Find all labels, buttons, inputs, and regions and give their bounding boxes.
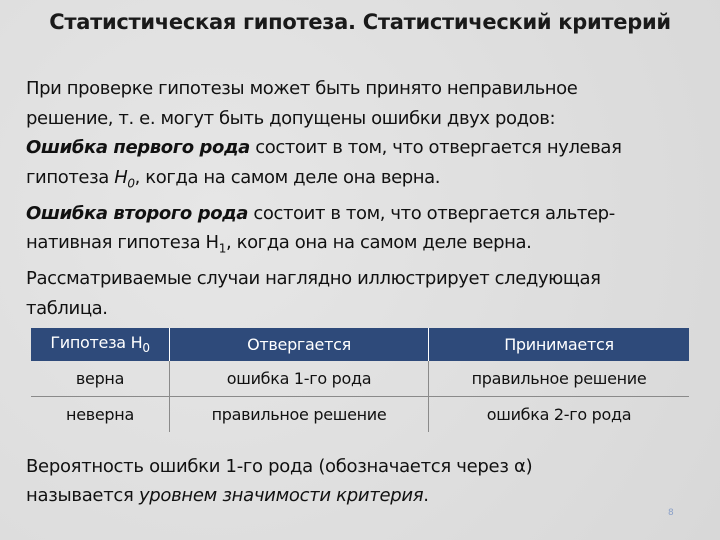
hypothesis-error-table xyxy=(31,328,689,432)
table-header-row xyxy=(31,328,689,361)
error1-line2-post: , когда на самом деле она верна. xyxy=(134,166,441,188)
row-label-false: неверна xyxy=(31,397,170,433)
intro-line-1: При проверке гипотезы может быть принято неправильное xyxy=(26,78,578,99)
error2-line-1 xyxy=(26,199,716,229)
error1-term: Ошибка первого рода xyxy=(26,137,250,158)
error1-text: состоит в том, что отвергается нулевая xyxy=(249,137,622,158)
error2-text: состоит в том, что отвергается альтер- xyxy=(248,202,615,224)
body-text xyxy=(26,74,716,323)
significance-line1-post: ) xyxy=(525,456,533,477)
closing-line-2: таблица. xyxy=(26,297,108,319)
error1-line2-pre: гипотеза xyxy=(26,166,115,188)
cell-true-accepted: правильное решение xyxy=(429,361,690,397)
h1-subscript: 1 xyxy=(218,241,226,256)
error2-line2-pre: нативная гипотеза H xyxy=(26,232,219,254)
closing-line-1: Рассматриваемые случаи наглядно иллюстрирует следующая xyxy=(26,268,601,290)
cell-false-accepted: ошибка 2-го рода xyxy=(486,405,632,424)
error1-line-2 xyxy=(26,163,716,199)
header-hypothesis-text: Гипотеза H xyxy=(50,333,143,353)
significance-line-2 xyxy=(26,481,716,510)
header-rejected: Отвергается xyxy=(170,328,429,361)
cell-true-rejected: ошибка 1-го рода xyxy=(170,361,429,397)
error2-line-2 xyxy=(26,228,716,264)
error2-term: Ошибка второго рода xyxy=(26,202,249,224)
alpha-symbol: α xyxy=(514,456,526,477)
h0-symbol: H xyxy=(114,166,128,188)
slide-title: Статистическая гипотеза. Статистический критерий xyxy=(49,10,671,34)
cell-false-rejected: правильное решение xyxy=(170,397,429,433)
significance-text xyxy=(26,452,716,510)
table-row xyxy=(31,361,689,397)
significance-line2-pre: называется xyxy=(26,485,139,506)
significance-line2-post: . xyxy=(423,485,429,506)
header-hypothesis xyxy=(31,328,170,361)
intro-line-2: решение, т. е. могут быть допущены ошибки двух родов: xyxy=(26,107,556,129)
error2-line2-post: , когда она на самом деле верна. xyxy=(225,232,532,254)
significance-term: уровнем значимости критерия xyxy=(138,485,424,506)
table-row xyxy=(31,397,689,433)
error1-line-1 xyxy=(26,133,716,163)
page-number: 8 xyxy=(668,508,674,518)
header-accepted: Принимается xyxy=(429,328,690,361)
header-hypothesis-sub: 0 xyxy=(142,341,150,356)
significance-line1-pre: Вероятность ошибки 1-го рода (обозначается через xyxy=(26,456,515,477)
row-label-true: верна xyxy=(31,361,170,397)
h0-subscript: 0 xyxy=(127,176,135,191)
significance-line-1 xyxy=(26,452,716,481)
